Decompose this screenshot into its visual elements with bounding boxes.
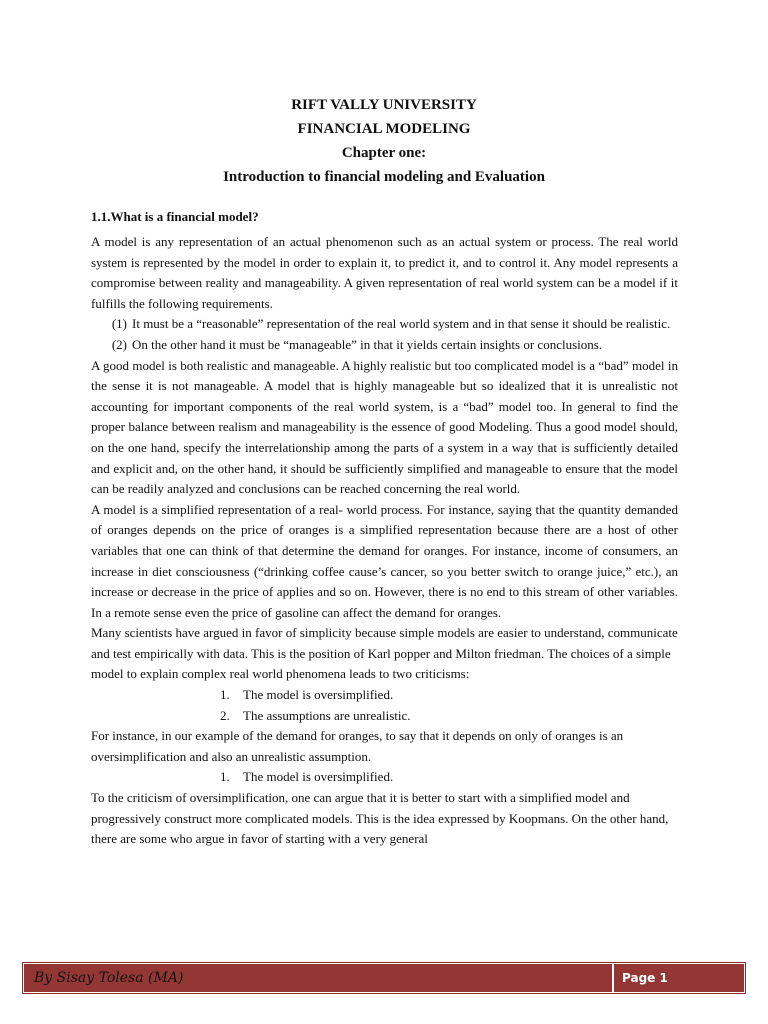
- list-text: The model is oversimplified.: [243, 769, 394, 785]
- list-number: (2): [111, 336, 127, 352]
- criticism-item: [91, 685, 678, 706]
- paragraph-oranges-example: For instance, in our example of the demand for oranges, to say that it depends on only of oranges is an oversimplification and also an unrealistic assumption.: [91, 728, 624, 764]
- paragraph-good-model: A good model is both realistic and manageable. A highly realistic but too complicated model is a “bad” model in the sense it is not manageable. A model that is highly manageable but so idealized that it is unrealistic not accounting for important components of the real world system, is a “bad” model too. In general to find the proper balance between realism and manageability is the essence of good Modeling. Thus a good model should, on the one hand, specify the interrelationship among the parts of a system in a way that is sufficiently detailed and explicit and, on the other hand, it should be sufficiently simplified and manageable to ensure that the model can be readily analyzed and conclusions can be reached concerning the real world.: [91, 357, 678, 497]
- paragraph-oversimplification: To the criticism of oversimplification, one can argue that it is better to start with a simplified model and progressively construct more complicated models. This is the idea expressed by Koopmans. On the other hand, there are some who argue in favor of starting with a very general: [91, 790, 669, 847]
- criticism-item: [91, 767, 678, 788]
- footer-author: By Sisay Tolesa (MA): [24, 964, 612, 992]
- section-heading: 1.1.What is a financial model?: [91, 209, 259, 224]
- list-number: 1.: [220, 769, 230, 785]
- page-footer: [22, 962, 746, 994]
- page-number: Page 1: [614, 964, 744, 992]
- course-title: FINANCIAL MODELING: [297, 121, 471, 137]
- paragraph-model-definition: A model is any representation of an actual phenomenon such as an actual system or process. The real world system is represented by the model in order to explain it, to predict it, and to control it. Any model represents a compromise between reality and manageability. A given representation of real world system can be a model if it fulfills the following requirements.: [91, 234, 678, 311]
- list-text: It must be a “reasonable” representation of the real world system and in that sense it should be realistic.: [132, 316, 671, 332]
- list-number: 2.: [220, 707, 230, 723]
- chapter-title: Introduction to financial modeling and Evaluation: [223, 169, 545, 185]
- requirement-item: [91, 314, 678, 335]
- list-text: The model is oversimplified.: [243, 687, 394, 703]
- university-name: RIFT VALLY UNIVERSITY: [291, 97, 477, 113]
- list-text: On the other hand it must be “manageable” in that it yields certain insights or conclusions.: [132, 336, 603, 352]
- list-number: 1.: [220, 687, 230, 703]
- title-block: [0, 93, 768, 189]
- paragraph-simplicity: Many scientists have argued in favor of simplicity because simple models are easier to understand, communicate and test empirically with data. This is the position of Karl popper and Milton friedman. The choices of a simple model to explain complex real world phenomena leads to two criticisms:: [91, 625, 678, 682]
- list-text: The assumptions are unrealistic.: [243, 707, 411, 723]
- document-body: [91, 232, 678, 850]
- chapter-label: Chapter one:: [341, 145, 427, 161]
- paragraph-simplified-representation: A model is a simplified representation of a real- world process. For instance, saying that the quantity demanded of oranges depends on the price of oranges is a simplified representation because there are a host of other variables that one can think of that determine the demand for oranges. For instance, income of consumers, an increase in diet consciousness (“drinking coffee cause’s cancer, so you better switch to orange juice,” etc.), an increase or decrease in the price of applies and so on. However, there is no end to this stream of other variables. In a remote sense even the price of gasoline can affect the demand for oranges.: [91, 501, 678, 620]
- list-number: (1): [111, 316, 127, 332]
- criticism-item: [91, 706, 678, 727]
- requirement-item: [91, 335, 678, 356]
